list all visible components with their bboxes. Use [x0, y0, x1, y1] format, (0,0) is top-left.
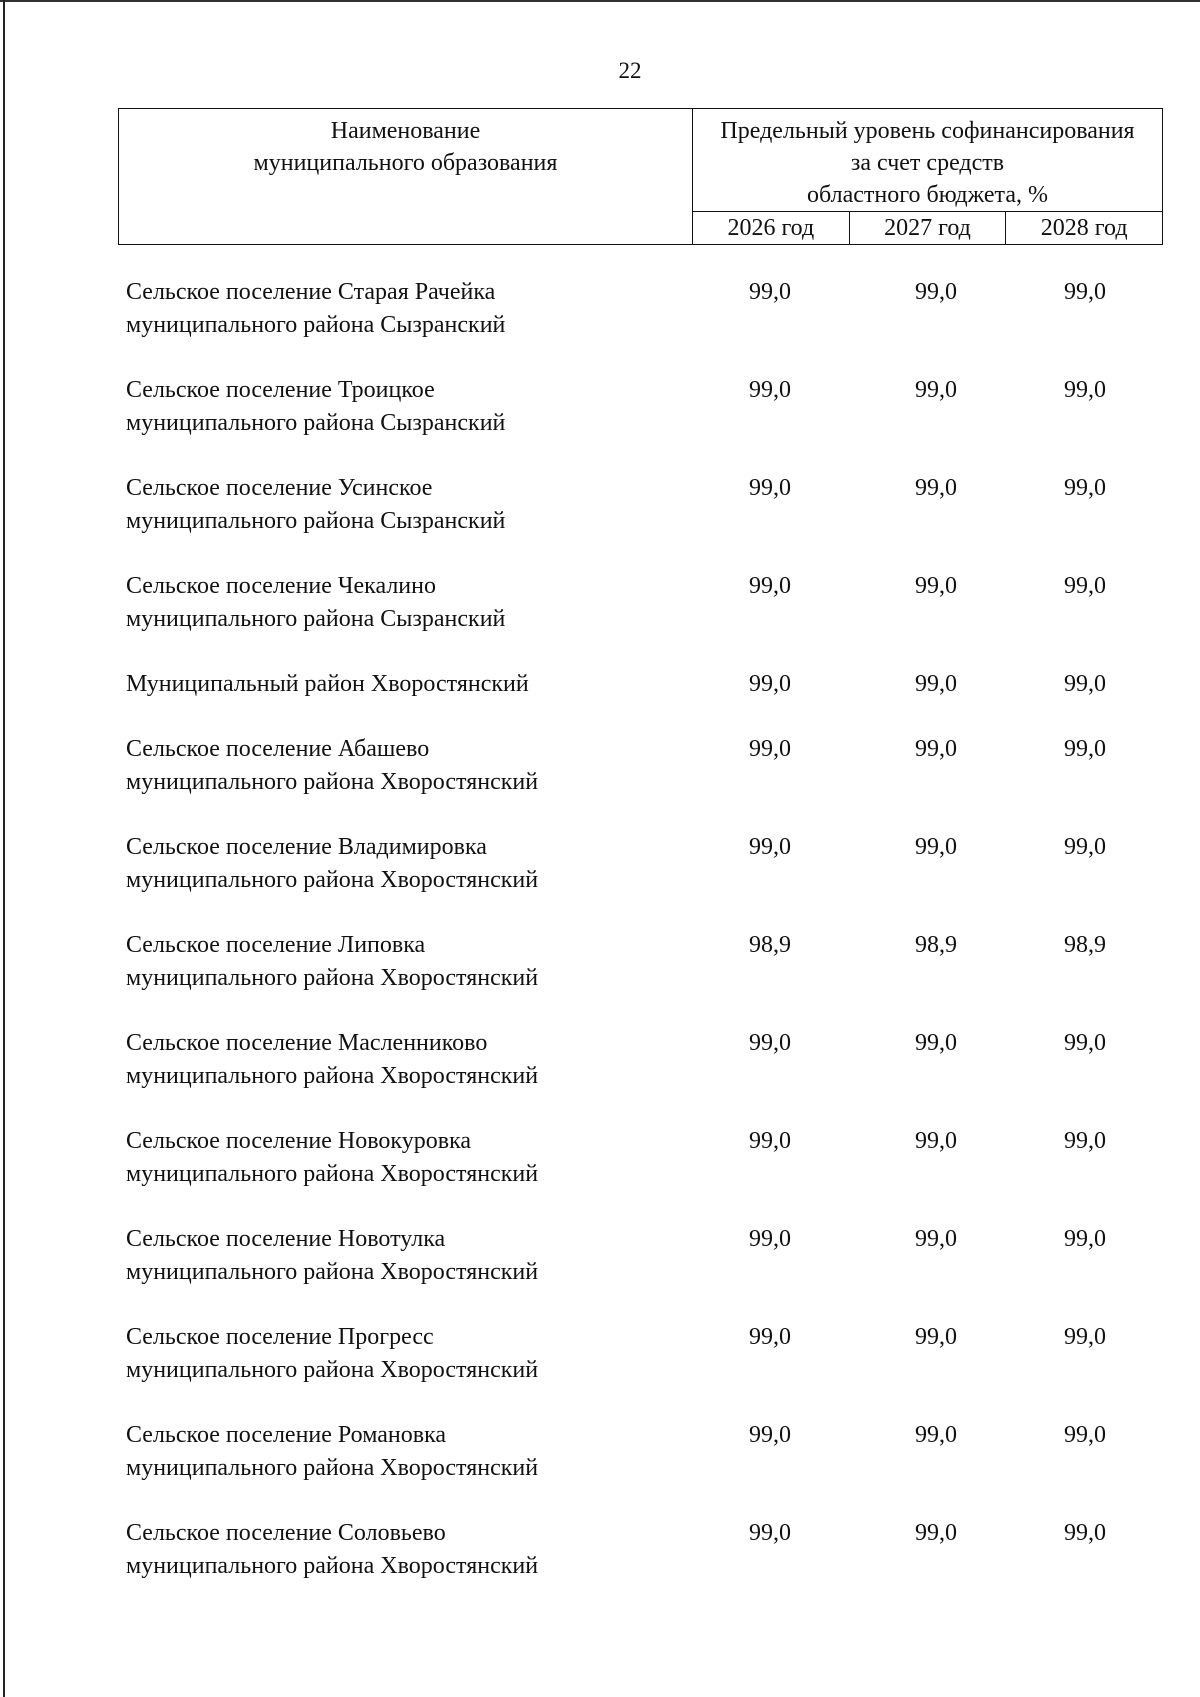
municipality-name-line: муниципального района Хворостянский: [126, 1357, 539, 1383]
municipality-name: [126, 1027, 686, 1093]
cofinancing-value-2028: 99,0: [1064, 1030, 1106, 1056]
cofinancing-value-2027: 99,0: [915, 573, 957, 599]
municipality-name-line: муниципального района Хворостянский: [126, 965, 539, 991]
table-row: [0, 1315, 1200, 1413]
cofinancing-value-2027: 99,0: [915, 1128, 957, 1154]
header-year-2027: 2027 год: [849, 212, 1006, 245]
municipality-name-line: муниципального района Хворостянский: [126, 1161, 539, 1187]
cofinancing-value-2027: 99,0: [915, 1226, 957, 1252]
municipality-name: [126, 1223, 686, 1289]
cofinancing-value-2028: 99,0: [1064, 377, 1106, 403]
scan-edge-top: [0, 0, 1200, 2]
table-row: [0, 1413, 1200, 1511]
cofinancing-value-2026: 99,0: [749, 1030, 791, 1056]
municipality-name: [126, 276, 686, 342]
municipality-name: [126, 668, 686, 701]
cofinancing-value-2026: 98,9: [749, 932, 791, 958]
cofinancing-value-2026: 99,0: [749, 736, 791, 762]
municipality-name: [126, 570, 686, 636]
municipality-name-line: Сельское поселение Троицкое: [126, 377, 435, 403]
cofinancing-value-2027: 99,0: [915, 736, 957, 762]
cofinancing-value-2028: 99,0: [1064, 1128, 1106, 1154]
table-row: [0, 662, 1200, 727]
municipality-name-line: муниципального района Сызранский: [126, 606, 506, 632]
cofinancing-value-2026: 99,0: [749, 1128, 791, 1154]
municipality-name: [126, 1321, 686, 1387]
table-header: [118, 108, 1163, 245]
table-row: [0, 270, 1200, 368]
municipality-name-line: Сельское поселение Романовка: [126, 1422, 447, 1448]
header-name-line: Наименование: [330, 118, 481, 144]
municipality-name-line: Сельское поселение Старая Рачейка: [126, 279, 496, 305]
cofinancing-value-2027: 99,0: [915, 1520, 957, 1546]
cofinancing-value-2028: 99,0: [1064, 573, 1106, 599]
table-body: [0, 270, 1200, 1609]
cofinancing-value-2026: 99,0: [749, 1520, 791, 1546]
table-row: [0, 1021, 1200, 1119]
cofinancing-value-2026: 99,0: [749, 671, 791, 697]
municipality-name-line: Сельское поселение Владимировка: [126, 834, 487, 860]
cofinancing-value-2026: 99,0: [749, 1324, 791, 1350]
cofinancing-value-2026: 99,0: [749, 475, 791, 501]
page-number: 22: [618, 58, 642, 83]
header-year-2026: 2026 год: [693, 212, 850, 245]
municipality-name-line: муниципального района Хворостянский: [126, 1455, 539, 1481]
cofinancing-value-2027: 98,9: [915, 932, 957, 958]
municipality-name-line: Сельское поселение Масленниково: [126, 1030, 488, 1056]
municipality-name-line: Сельское поселение Абашево: [126, 736, 430, 762]
cofinancing-value-2026: 99,0: [749, 834, 791, 860]
municipality-name-line: Сельское поселение Новокуровка: [126, 1128, 472, 1154]
cofinancing-value-2028: 98,9: [1064, 932, 1106, 958]
cofinancing-value-2027: 99,0: [915, 671, 957, 697]
cofinancing-value-2027: 99,0: [915, 279, 957, 305]
municipality-name-line: муниципального района Хворостянский: [126, 1259, 539, 1285]
cofinancing-value-2028: 99,0: [1064, 1520, 1106, 1546]
cofinancing-value-2028: 99,0: [1064, 1226, 1106, 1252]
cofinancing-value-2027: 99,0: [915, 475, 957, 501]
header-group-line: Предельный уровень софинансирования: [720, 118, 1135, 144]
cofinancing-value-2028: 99,0: [1064, 475, 1106, 501]
municipality-name: [126, 472, 686, 538]
cofinancing-value-2027: 99,0: [915, 377, 957, 403]
cofinancing-value-2026: 99,0: [749, 1422, 791, 1448]
municipality-name-line: Сельское поселение Прогресс: [126, 1324, 434, 1350]
table-row: [0, 1511, 1200, 1609]
header-group-line: областного бюджета, %: [807, 182, 1048, 208]
cofinancing-value-2028: 99,0: [1064, 736, 1106, 762]
cofinancing-value-2028: 99,0: [1064, 1324, 1106, 1350]
cofinancing-value-2028: 99,0: [1064, 1422, 1106, 1448]
cofinancing-value-2026: 99,0: [749, 377, 791, 403]
header-cofinancing-column: [693, 109, 1163, 212]
municipality-name: [126, 1517, 686, 1583]
cofinancing-value-2028: 99,0: [1064, 834, 1106, 860]
municipality-name-line: Сельское поселение Липовка: [126, 932, 426, 958]
municipality-name-line: Сельское поселение Усинское: [126, 475, 433, 501]
municipality-name-line: Сельское поселение Новотулка: [126, 1226, 446, 1252]
municipality-name: [126, 1419, 686, 1485]
municipality-name-line: Муниципальный район Хворостянский: [126, 671, 529, 697]
cofinancing-value-2026: 99,0: [749, 573, 791, 599]
table-row: [0, 825, 1200, 923]
cofinancing-value-2027: 99,0: [915, 1030, 957, 1056]
header-name-column: [119, 109, 693, 245]
municipality-name-line: муниципального района Хворостянский: [126, 867, 539, 893]
table-row: [0, 923, 1200, 1021]
municipality-name-line: муниципального района Сызранский: [126, 410, 506, 436]
municipality-name-line: муниципального района Хворостянский: [126, 1553, 539, 1579]
municipality-name-line: Сельское поселение Чекалино: [126, 573, 436, 599]
cofinancing-value-2026: 99,0: [749, 1226, 791, 1252]
cofinancing-value-2026: 99,0: [749, 279, 791, 305]
table-row: [0, 727, 1200, 825]
cofinancing-value-2028: 99,0: [1064, 671, 1106, 697]
municipality-name: [126, 374, 686, 440]
cofinancing-value-2027: 99,0: [915, 834, 957, 860]
municipality-name-line: муниципального района Сызранский: [126, 312, 506, 338]
municipality-name: [126, 1125, 686, 1191]
table-row: [0, 466, 1200, 564]
municipality-name-line: муниципального района Сызранский: [126, 508, 506, 534]
municipality-name-line: муниципального района Хворостянский: [126, 1063, 539, 1089]
table-row: [0, 368, 1200, 466]
cofinancing-value-2028: 99,0: [1064, 279, 1106, 305]
header-name-line: муниципального образования: [253, 150, 558, 176]
municipality-name: [126, 929, 686, 995]
header-year-2028: 2028 год: [1006, 212, 1163, 245]
cofinancing-value-2027: 99,0: [915, 1324, 957, 1350]
municipality-name: [126, 831, 686, 897]
table-row: [0, 1217, 1200, 1315]
municipality-name-line: Сельское поселение Соловьево: [126, 1520, 446, 1546]
table-row: [0, 564, 1200, 662]
cofinancing-value-2027: 99,0: [915, 1422, 957, 1448]
municipality-name-line: муниципального района Хворостянский: [126, 769, 539, 795]
header-group-line: за счет средств: [850, 150, 1005, 176]
municipality-name: [126, 733, 686, 799]
table-row: [0, 1119, 1200, 1217]
